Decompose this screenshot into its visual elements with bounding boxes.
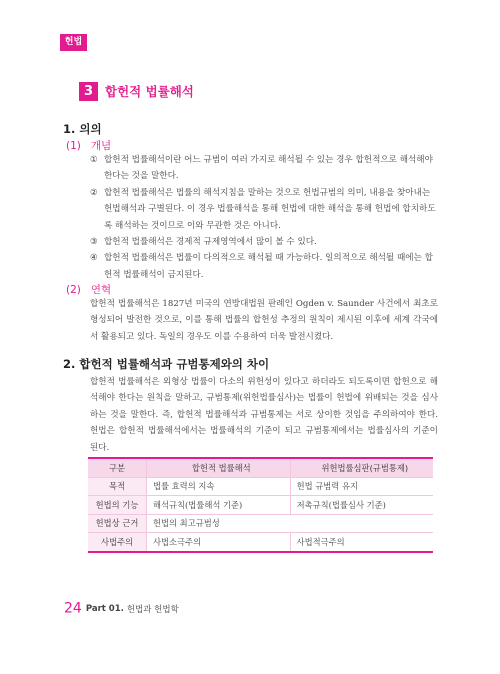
- page-number: 24: [64, 600, 82, 617]
- row-header: 헌법의 기능: [88, 496, 147, 515]
- table-cell: 사법소극주의: [147, 533, 291, 552]
- section-heading: [63, 82, 243, 101]
- row-header: 헌법상 근거: [88, 514, 147, 533]
- list-marker: ①: [90, 155, 98, 165]
- list-text: 합헌적 법률해석이란 어느 규범이 여러 가지로 해석될 수 있는 경우 합헌적으로 해석해야 한다는 것을 말한다.: [104, 155, 433, 182]
- list-text: 합헌적 법률해석은 법률이 다의적으로 해석될 때 가능하다. 일의적으로 해석될 때에는 합헌적 법률해석이 금지된다.: [104, 253, 433, 280]
- item-heading-2: [66, 282, 111, 297]
- chapter-tab: 헌법: [60, 34, 87, 51]
- row-header: 사법주의: [88, 533, 147, 552]
- section-title: 합헌적 법률해석: [105, 84, 194, 99]
- table-cell: 헌법의 최고규범성: [147, 514, 434, 533]
- table-cell: 저촉규칙(법률심사 기준): [290, 496, 433, 515]
- list-marker: ②: [90, 187, 98, 198]
- table-cell: 사법적극주의: [290, 533, 433, 552]
- difference-paragraph: 합헌적 법률해석은 외형상 법률이 다소의 위헌성이 있다고 하더라도 되도록이면 합헌으로 해석해야 한다는 원칙을 말하고, 규범통제(위헌법률심사)는 법률이 헌법에 위배되는 것을 심사하는 것을 말한다. 즉, 합헌적 법률해석과 규범통제는 서로 상이한 것임을 주의하여야 한다. 헌법은 합헌적 법률해석에서는 법률해석의 기준이 되고 규범통제에서는 법률심사의 기준이 된다.: [90, 377, 438, 453]
- list-marker: ③: [90, 237, 98, 248]
- list-text: 합헌적 법률해석은 경제적 규제영역에서 많이 볼 수 있다.: [104, 237, 317, 248]
- table-cell: 해석규칙(법률해석 기준): [147, 496, 291, 515]
- part-label: Part 01.: [85, 603, 124, 614]
- list-item: [90, 250, 440, 283]
- list-item: [90, 185, 440, 234]
- subsection-title-2: 2. 합헌적 법률해석과 규범통제와의 차이: [63, 357, 270, 371]
- table-header-row: [88, 458, 433, 477]
- list-item: [90, 152, 440, 185]
- subsection-title-1: 1. 의의: [63, 122, 102, 136]
- table-row: [88, 477, 433, 496]
- table-row: [88, 514, 433, 533]
- chapter-label: 헌법과 헌법학: [126, 604, 179, 615]
- history-paragraph: 합헌적 법률해석은 1827년 미국의 연방대법원 판례인 Ogden v. Saunder 사건에서 최초로 형성되어 발전한 것으로, 이를 통해 법률의 합헌성 추정의 원칙이 제시된 이후에 세계 각국에서 활용되고 있다. 독일의 경우도 이를 수용하여 더욱 발전시켰다.: [90, 299, 438, 342]
- list-text: 합헌적 법률해석은 법률의 해석지침을 말하는 것으로 헌법규범의 의미, 내용을 찾아내는 헌법해석과 구별된다. 이 경우 법률해석을 통해 헌법에 대한 해석을 통해 헌법에 합치하도록 해석하는 것이므로 이와 무관한 것은 아니다.: [104, 187, 436, 231]
- page-footer: [64, 598, 179, 617]
- concept-list: [90, 152, 440, 283]
- table-row: [88, 496, 433, 515]
- item-number: (1): [66, 140, 81, 152]
- table-header: 합헌적 법률해석: [147, 458, 291, 477]
- comparison-table: [88, 457, 433, 553]
- table-header: 위헌법률심판(규범통제): [290, 458, 433, 477]
- table-row: [88, 533, 433, 552]
- row-header: 목적: [88, 477, 147, 496]
- table-header: 구분: [88, 458, 147, 477]
- list-marker: ④: [90, 253, 98, 264]
- item-number: (2): [66, 284, 81, 296]
- section-number: 3: [79, 82, 98, 101]
- item-label: 연혁: [90, 284, 112, 296]
- list-item: [90, 234, 440, 250]
- item-label: 개념: [90, 140, 112, 152]
- table-cell: 법률 효력의 지속: [147, 477, 291, 496]
- table-cell: 헌법 규범력 유지: [290, 477, 433, 496]
- item-heading-1: [66, 138, 111, 153]
